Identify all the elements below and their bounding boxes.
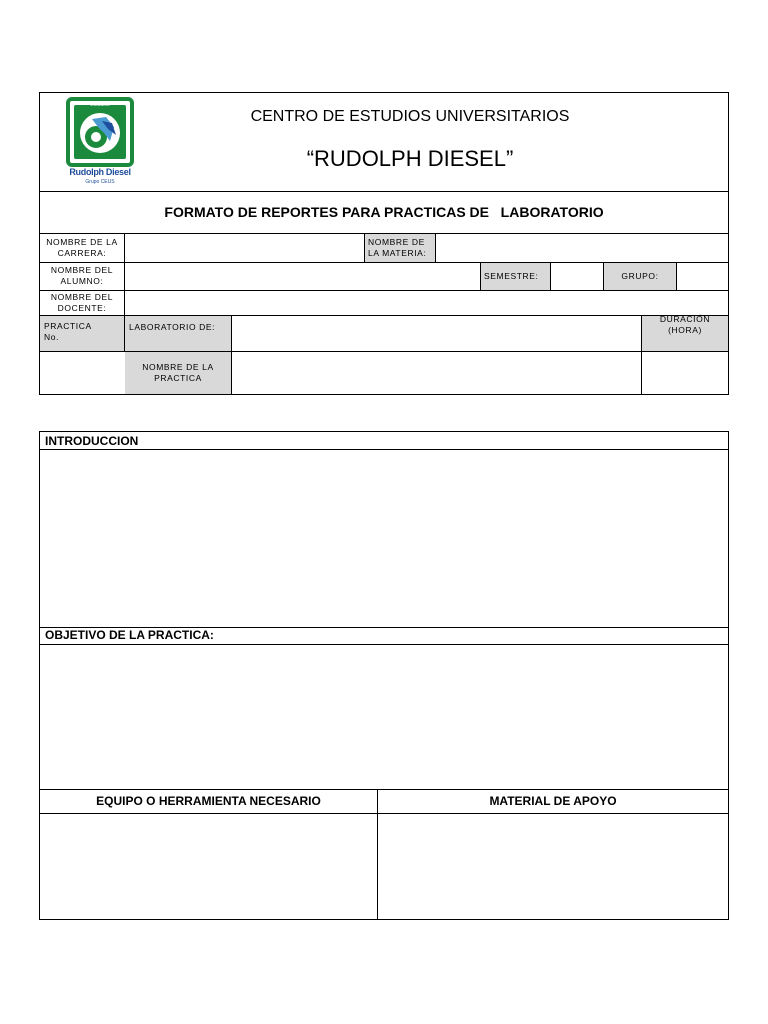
alumno-field[interactable] <box>125 263 480 290</box>
nombre-practica-label: NOMBRE DE LA PRACTICA <box>142 362 214 383</box>
alumno-label: NOMBRE DEL ALUMNO: <box>50 265 114 286</box>
material-field[interactable] <box>378 814 728 919</box>
institution-logo <box>62 97 138 189</box>
carrera-label: NOMBRE DE LA CARRERA: <box>46 237 118 258</box>
form-title: FORMATO DE REPORTES PARA PRACTICAS DE LABORATORIO <box>164 204 604 220</box>
equipo-heading: EQUIPO O HERRAMIENTA NECESARIO <box>96 794 321 808</box>
practica-number-field[interactable] <box>40 352 124 394</box>
grupo-label: GRUPO: <box>621 271 659 281</box>
institution-subtitle: “RUDOLPH DIESEL” <box>306 146 514 171</box>
report-body-table <box>39 431 729 920</box>
logo-brand-text: Rudolph Diesel <box>69 167 131 177</box>
laboratorio-label: LABORATORIO DE: <box>129 322 216 332</box>
objetivo-heading: OBJETIVO DE LA PRACTICA: <box>45 628 214 642</box>
logo-sub-text: Grupo CEUS <box>85 179 115 185</box>
grupo-field[interactable] <box>677 263 728 290</box>
carrera-field[interactable] <box>125 234 364 262</box>
introduccion-heading: INTRODUCCION <box>45 434 139 448</box>
practica-label: PRACTICA No. <box>44 321 92 342</box>
docente-field[interactable] <box>125 291 728 315</box>
introduccion-field[interactable] <box>40 450 728 627</box>
logo-top-text: Estudios <box>90 102 110 108</box>
institution-name: CENTRO DE ESTUDIOS UNIVERSITARIOS <box>250 108 570 125</box>
laboratorio-field[interactable] <box>232 316 641 351</box>
semestre-label: SEMESTRE: <box>484 271 539 281</box>
objetivo-field[interactable] <box>40 645 728 789</box>
materia-label: NOMBRE DE LA MATERIA: <box>368 237 427 258</box>
semestre-field[interactable] <box>551 263 603 290</box>
materia-field[interactable] <box>436 234 728 262</box>
material-heading: MATERIAL DE APOYO <box>489 794 617 808</box>
duracion-label: DURACIÓN (HORA) <box>659 314 711 335</box>
docente-label: NOMBRE DEL DOCENTE: <box>50 292 114 313</box>
nombre-practica-field[interactable] <box>232 352 641 394</box>
header-form-table <box>39 92 729 395</box>
duracion-field[interactable] <box>642 352 728 394</box>
equipo-field[interactable] <box>40 814 377 919</box>
